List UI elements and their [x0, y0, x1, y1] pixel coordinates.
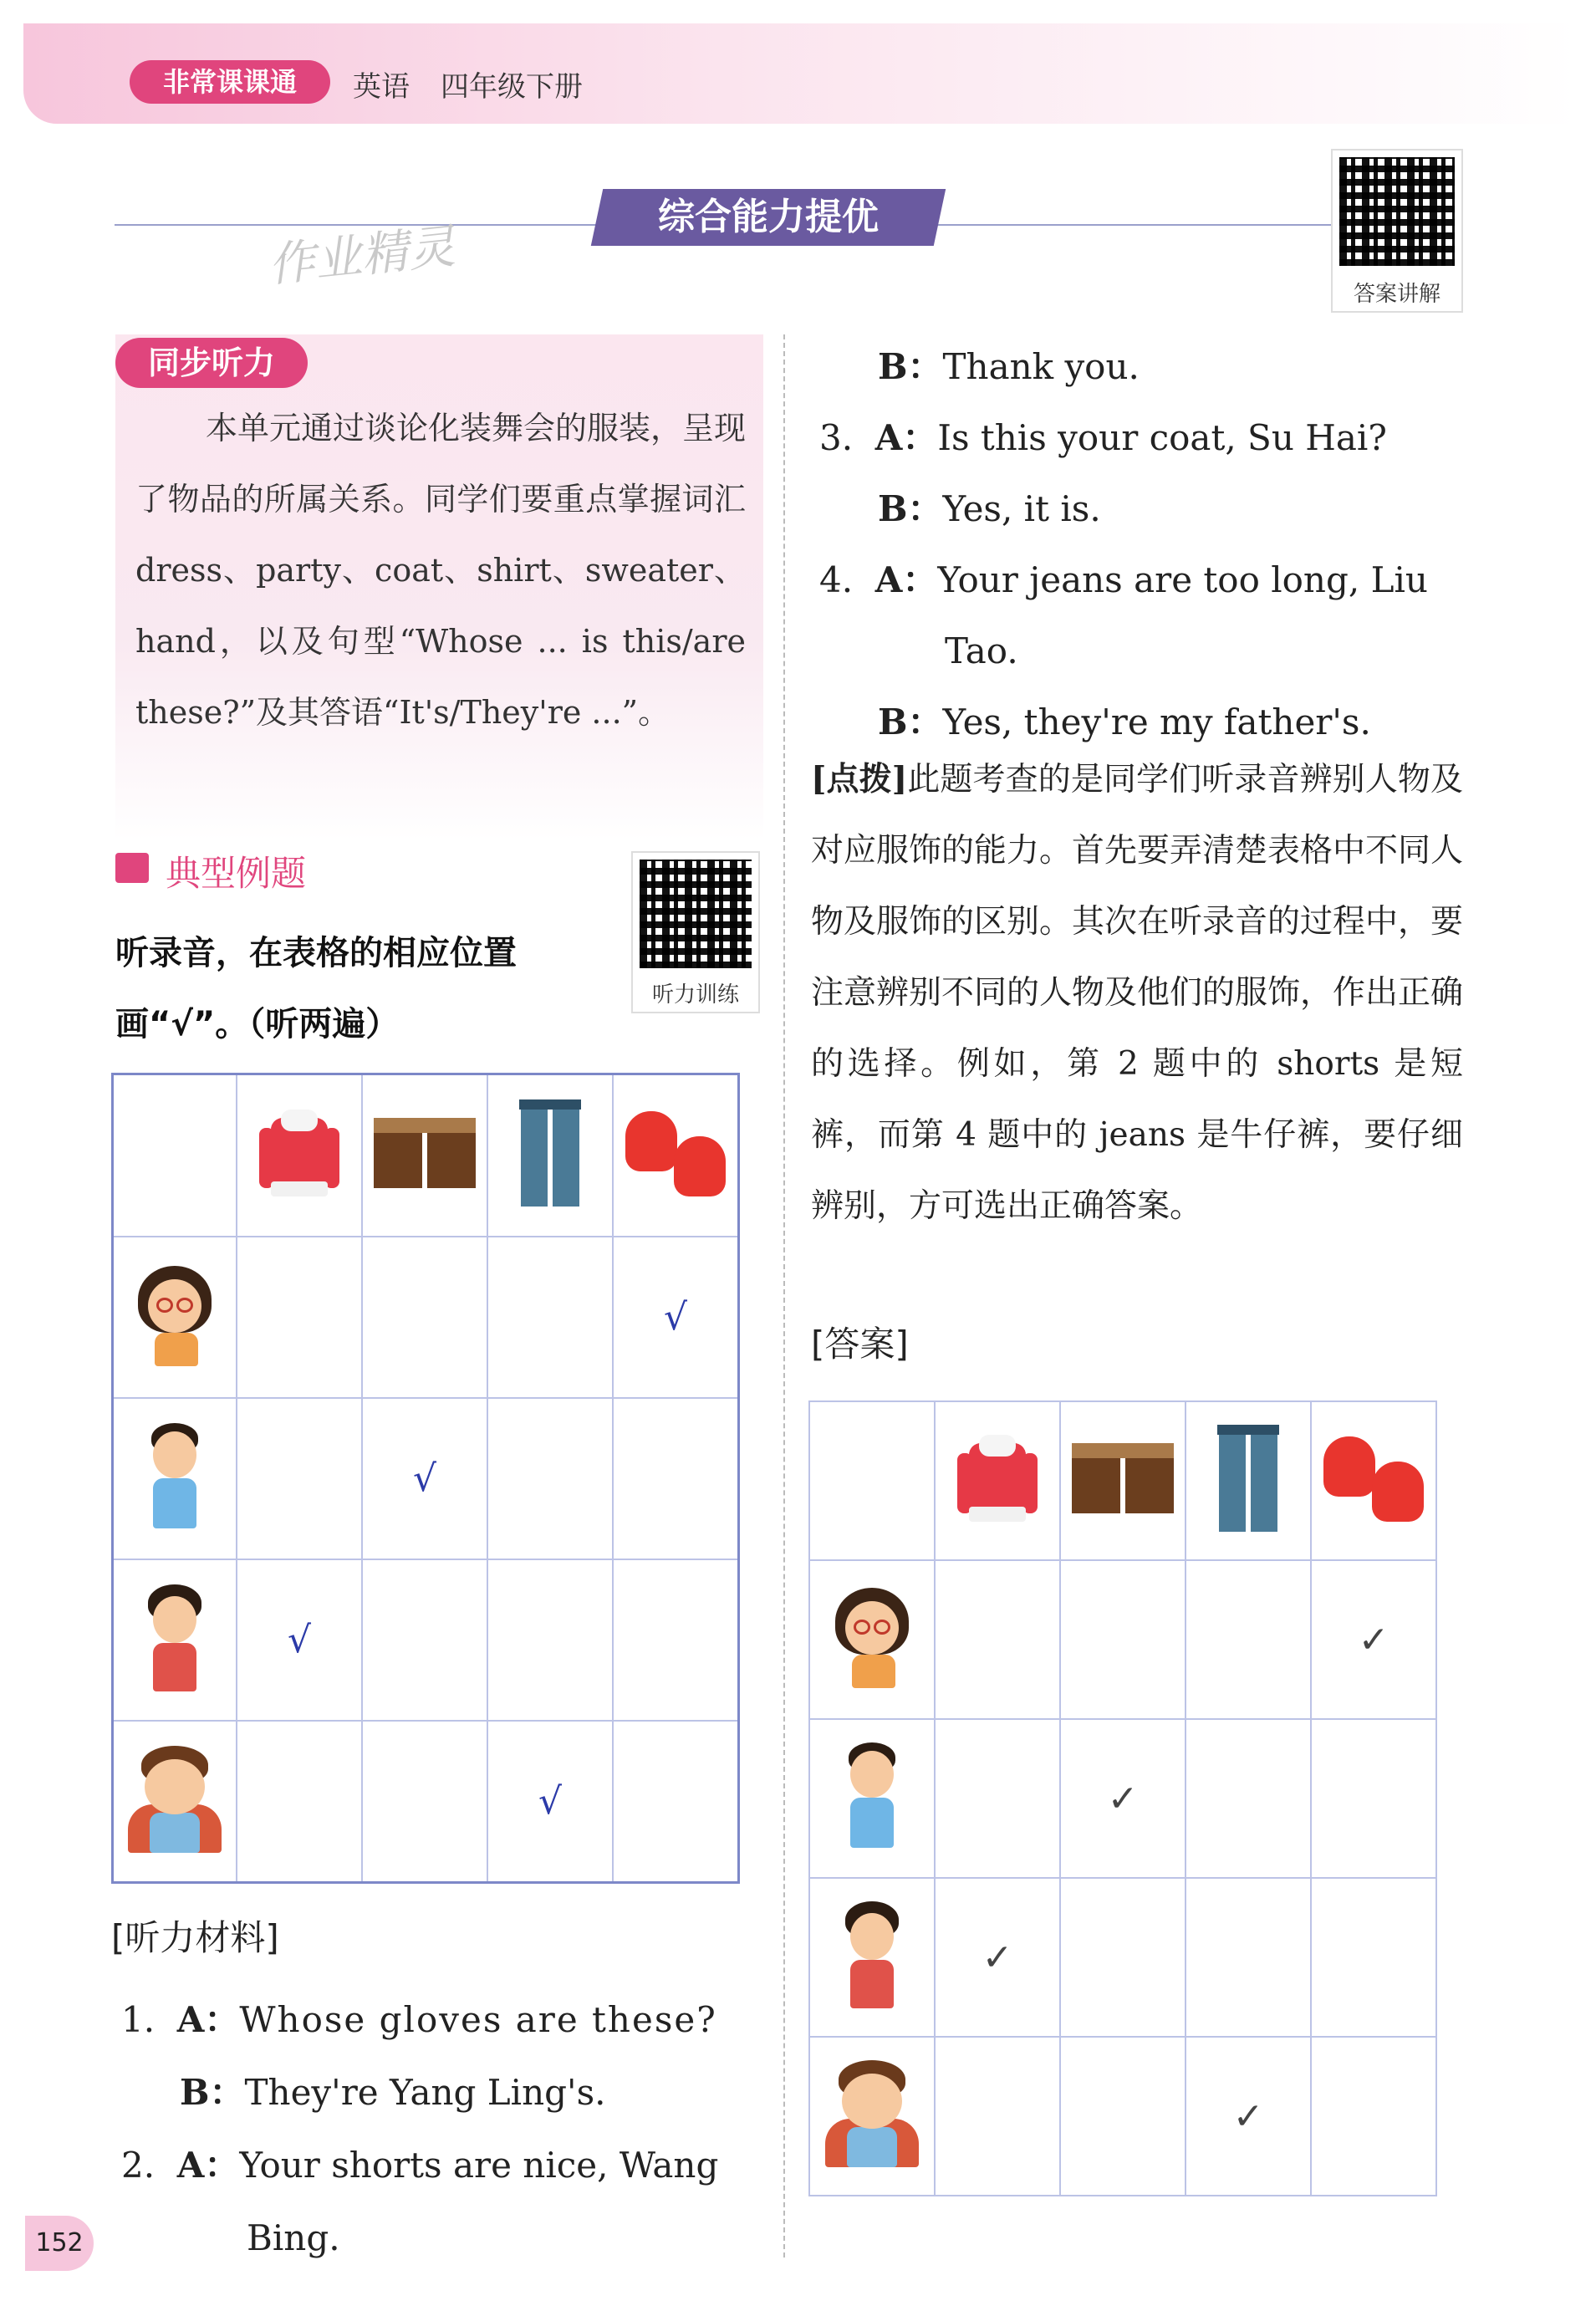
- table-person-cell: [809, 2037, 935, 2196]
- table-answer-cell[interactable]: [1311, 2037, 1436, 2196]
- subject-label: 英语: [353, 70, 410, 104]
- speaker-label: A：: [874, 417, 938, 458]
- intro-text: [135, 393, 746, 748]
- table-header-cell: [935, 1401, 1060, 1560]
- table-answer-cell[interactable]: [362, 1559, 487, 1721]
- table-header-cell: [237, 1074, 362, 1237]
- table-person-cell: [113, 1559, 237, 1721]
- answer-label: [答案]: [811, 1324, 909, 1365]
- speaker-label: B：: [878, 701, 943, 742]
- table-answer-cell[interactable]: [1186, 2037, 1311, 2196]
- watermark: 作业精灵: [265, 219, 458, 293]
- table-row: [809, 1560, 1436, 1719]
- shorts-icon: [370, 1118, 479, 1190]
- table-answer-cell[interactable]: [613, 1559, 739, 1721]
- gloves-icon: [1323, 1433, 1424, 1525]
- boy-backpack-avatar: [822, 2060, 922, 2169]
- check-mark: ✓: [1358, 1618, 1389, 1661]
- boy-blue-shirt-avatar: [839, 1742, 905, 1851]
- hint-text: 此题考查的是同学们听录音辨别人物及对应服饰的能力。首先要弄清楚表格中不同人物及服饰的区别。其次在听录音的过程中，要注意辨别不同的人物及他们的服饰，作出正确的选择。例如，第 2 题中的 shorts 是短裤，而第 4 题中的 jeans 是牛仔裤，要仔细辨别，方可选出正确答案。: [811, 761, 1464, 1225]
- table-header-cell: [362, 1074, 487, 1237]
- jeans-icon: [519, 1099, 581, 1208]
- table-answer-cell[interactable]: [613, 1721, 739, 1883]
- item-number: 1.: [121, 1999, 156, 2040]
- check-mark: ✓: [982, 1936, 1013, 1979]
- table-header-row: [113, 1074, 739, 1237]
- table-answer-cell[interactable]: [487, 1237, 613, 1398]
- table-row: [809, 1719, 1436, 1878]
- table-answer-cell[interactable]: [935, 2037, 1060, 2196]
- table-corner-cell: [113, 1074, 237, 1237]
- table-answer-cell[interactable]: [487, 1559, 613, 1721]
- table-person-cell: [809, 1878, 935, 2037]
- table-answer-cell[interactable]: [237, 1398, 362, 1559]
- table-answer-cell[interactable]: [935, 1560, 1060, 1719]
- table-answer-cell[interactable]: [613, 1237, 739, 1398]
- table-row: [113, 1237, 739, 1398]
- table-answer-cell[interactable]: [362, 1237, 487, 1398]
- table-answer-cell[interactable]: [613, 1398, 739, 1559]
- speaker-label: A：: [874, 559, 938, 600]
- table-person-cell: [113, 1398, 237, 1559]
- table-row: [113, 1559, 739, 1721]
- speaker-label: B：: [878, 488, 943, 529]
- dialog-line: Your jeans are too long, Liu: [937, 559, 1428, 600]
- table-answer-cell[interactable]: [1186, 1560, 1311, 1719]
- dialog-line: Is this your coat, Su Hai?: [937, 417, 1387, 458]
- item-number: 2.: [121, 2145, 156, 2186]
- table-answer-cell[interactable]: [1186, 1878, 1311, 2037]
- intro-paragraph: 本单元通过谈论化装舞会的服装，呈现了物品的所属关系。同学们要重点掌握词汇 dress、party、coat、shirt、sweater、hand，以及句型“Whose ... is this/are these?”及其答语“It's/They're ...”。: [135, 410, 747, 731]
- check-mark: ✓: [1232, 2094, 1264, 2138]
- speaker-label: B：: [878, 346, 943, 387]
- table-header-cell: [1311, 1401, 1436, 1560]
- speaker-label: A：: [176, 2145, 240, 2186]
- check-mark: √: [538, 1780, 563, 1823]
- check-mark: √: [412, 1457, 437, 1500]
- table-person-cell: [809, 1719, 935, 1878]
- table-row: [809, 2037, 1436, 2196]
- check-mark: √: [287, 1619, 312, 1661]
- qr-code-icon: [640, 860, 752, 968]
- girl-pigtails-avatar: [141, 1584, 208, 1693]
- table-header-cell: [613, 1074, 739, 1237]
- table-answer-cell[interactable]: [935, 1719, 1060, 1878]
- listening-label: [听力材料]: [111, 1917, 279, 1958]
- question-text: [115, 918, 634, 1060]
- check-mark: ✓: [1107, 1777, 1139, 1820]
- jeans-icon: [1217, 1425, 1279, 1533]
- hint-label: [点拨]: [811, 760, 908, 798]
- dialog-line: Yes, they're my father's.: [942, 701, 1371, 742]
- shorts-icon: [1068, 1443, 1177, 1515]
- table-answer-cell[interactable]: [237, 1559, 362, 1721]
- coat-icon: [259, 1110, 339, 1198]
- column-divider: [783, 334, 785, 2258]
- question-line: 画“√”。（听两遍）: [115, 1005, 400, 1043]
- dialog-line: Tao.: [945, 630, 1018, 671]
- dialog-line: Thank you.: [942, 346, 1140, 387]
- table-header-cell: [1186, 1401, 1311, 1560]
- table-answer-cell[interactable]: [362, 1398, 487, 1559]
- table-answer-cell[interactable]: [1060, 1719, 1186, 1878]
- table-answer-cell[interactable]: [1186, 1719, 1311, 1878]
- brand-badge: 非常课课通: [130, 60, 330, 104]
- table-person-cell: [809, 1560, 935, 1719]
- speaker-label: B：: [180, 2072, 245, 2113]
- boy-backpack-avatar: [125, 1746, 225, 1854]
- qr-code-answer[interactable]: [1331, 149, 1463, 313]
- table-header-row: [809, 1401, 1436, 1560]
- girl-pigtails-avatar: [839, 1901, 905, 2010]
- table-answer-cell[interactable]: [1060, 2037, 1186, 2196]
- answer-table: [808, 1400, 1437, 2196]
- table-answer-cell[interactable]: [935, 1878, 1060, 2037]
- table-answer-cell[interactable]: [1060, 1560, 1186, 1719]
- book-icon: [115, 853, 149, 883]
- table-row: [113, 1398, 739, 1559]
- table-answer-cell[interactable]: [487, 1721, 613, 1883]
- table-answer-cell[interactable]: [1311, 1719, 1436, 1878]
- table-answer-cell[interactable]: [1311, 1878, 1436, 2037]
- check-mark: √: [663, 1296, 688, 1339]
- table-header-cell: [487, 1074, 613, 1237]
- qr-code-icon: [1339, 157, 1455, 266]
- table-person-cell: [113, 1237, 237, 1398]
- section-tag: 同步听力: [115, 338, 308, 388]
- listening-items-left: [121, 1983, 773, 2274]
- table-answer-cell[interactable]: [487, 1398, 613, 1559]
- dialog-line: Yes, it is.: [942, 488, 1101, 529]
- dialog-line: They're Yang Ling's.: [244, 2072, 606, 2113]
- table-corner-cell: [809, 1401, 935, 1560]
- gloves-icon: [625, 1108, 726, 1200]
- exercise-table: [111, 1073, 740, 1884]
- dialog-line: Whose gloves are these?: [239, 1999, 717, 2040]
- table-answer-cell[interactable]: [1311, 1560, 1436, 1719]
- qr-label: 听力训练: [651, 982, 739, 1008]
- example-title: 典型例题: [166, 853, 307, 894]
- table-answer-cell[interactable]: [362, 1721, 487, 1883]
- table-row: [809, 1878, 1436, 2037]
- question-line: 听录音，在表格的相应位置: [115, 934, 517, 972]
- table-answer-cell[interactable]: [237, 1237, 362, 1398]
- boy-blue-shirt-avatar: [141, 1423, 208, 1532]
- grade-label: 四年级下册: [441, 70, 583, 104]
- table-answer-cell[interactable]: [1060, 1878, 1186, 2037]
- speaker-label: A：: [176, 1999, 240, 2040]
- page-number: 152: [25, 2216, 94, 2271]
- table-person-cell: [113, 1721, 237, 1883]
- girl-glasses-avatar: [133, 1266, 217, 1366]
- section-title: 综合能力提优: [658, 196, 879, 238]
- table-header-cell: [1060, 1401, 1186, 1560]
- dialog-line: Bing.: [247, 2217, 340, 2258]
- qr-label: 答案讲解: [1353, 282, 1440, 307]
- table-row: [113, 1721, 739, 1883]
- item-number: 3.: [819, 417, 854, 458]
- dialog-line: Your shorts are nice, Wang: [239, 2145, 719, 2186]
- coat-icon: [957, 1435, 1038, 1523]
- hint-section: [811, 744, 1463, 1242]
- item-number: 4.: [819, 559, 854, 600]
- girl-glasses-avatar: [830, 1588, 914, 1688]
- qr-code-listening[interactable]: [631, 851, 760, 1013]
- table-answer-cell[interactable]: [237, 1721, 362, 1883]
- listening-items-right: [819, 331, 1455, 758]
